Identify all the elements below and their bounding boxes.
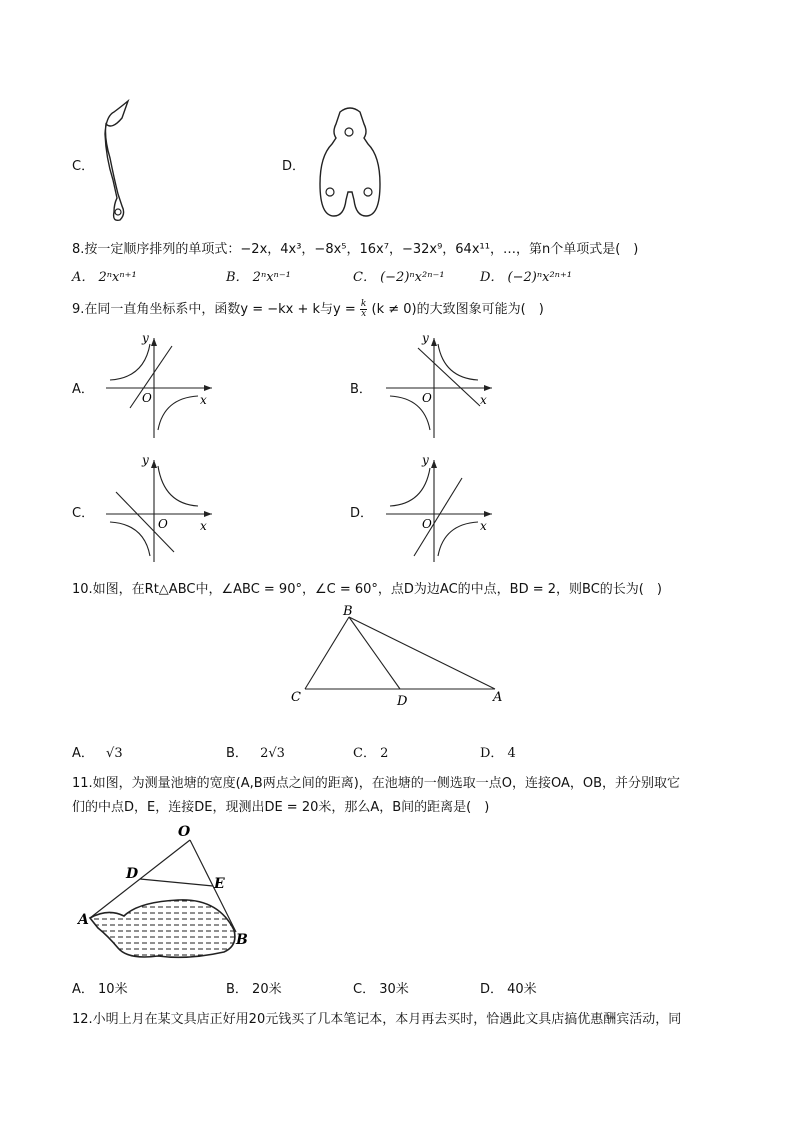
q10-option-c[interactable]: C． 2: [353, 746, 389, 761]
q9-graph-c[interactable]: [100, 452, 215, 564]
q9-d-origin: O: [422, 517, 432, 531]
q9-a-origin: O: [142, 391, 152, 405]
q8-option-c[interactable]: C． (−2)ⁿx²ⁿ⁻¹: [353, 270, 445, 285]
q9-fraction-den: x: [361, 309, 367, 319]
q11-option-b[interactable]: B． 20米: [226, 982, 282, 997]
q11-stem-line2: 们的中点D，E，连接DE，现测出DE = 20米，那么A，B间的距离是( ): [72, 800, 490, 815]
q9-fraction: [360, 300, 367, 319]
q11-option-c[interactable]: C． 30米: [353, 982, 409, 997]
q9-b-y-label: y: [422, 331, 429, 345]
q10-point-d: D: [397, 694, 408, 709]
q9-stem-part1: 9.在同一直角坐标系中，函数y = −kx + k与y =: [72, 302, 360, 317]
q9-d-x-label: x: [480, 519, 487, 533]
q9-graph-d[interactable]: [380, 452, 495, 564]
q10-option-d[interactable]: D． 4: [480, 746, 516, 761]
q9-b-x-label: x: [480, 393, 487, 407]
q11-point-b: B: [236, 932, 248, 948]
figurine-shape-figure: [318, 104, 383, 222]
q10-point-b: B: [343, 604, 353, 619]
q9-c-x-label: x: [200, 519, 207, 533]
q11-point-o: O: [178, 824, 191, 840]
q9-stem-part2: (k ≠ 0)的大致图象可能为( ): [371, 302, 544, 317]
q9-graph-a[interactable]: [100, 330, 215, 440]
q9-option-d-label[interactable]: D．: [350, 506, 374, 521]
q9-fraction-num: k: [360, 299, 367, 309]
q10-stem: 10.如图，在Rt△ABC中，∠ABC = 90°，∠C = 60°，点D为边AC的中点，BD = 2，则BC的长为( ): [72, 582, 662, 597]
q9-option-a-label[interactable]: A．: [72, 382, 94, 397]
q9-graph-b[interactable]: [380, 330, 495, 440]
q10-point-c: C: [291, 690, 301, 705]
q11-pond-figure: [78, 820, 258, 965]
q8-option-b[interactable]: B． 2ⁿxⁿ⁻¹: [226, 270, 291, 285]
q9-c-origin: O: [158, 517, 168, 531]
q9-option-b-label[interactable]: B．: [350, 382, 372, 397]
q11-option-d[interactable]: D． 40米: [480, 982, 537, 997]
q10-option-a-label: A．: [72, 746, 94, 761]
q12-stem-line1: 12.小明上月在某文具店正好用20元钱买了几本笔记本，本月再去买时，恰遇此文具店搞优惠酬宾活动，同: [72, 1012, 682, 1027]
q11-point-d: D: [126, 866, 139, 882]
q9-option-c-label[interactable]: C．: [72, 506, 95, 521]
q10-option-b[interactable]: [226, 742, 285, 761]
q11-option-a[interactable]: A． 10米: [72, 982, 128, 997]
knife-shape-figure: [100, 98, 140, 223]
q9-b-origin: O: [422, 391, 432, 405]
q11-point-e: E: [214, 876, 225, 892]
q10-option-a-value: √3: [106, 746, 123, 761]
q10-option-b-label: B．: [226, 746, 248, 761]
q10-option-a[interactable]: [72, 742, 123, 761]
q10-triangle-figure: [285, 604, 510, 709]
q9-a-y-label: y: [142, 331, 149, 345]
q11-stem-line1: 11.如图，为测量池塘的宽度(A,B两点之间的距离)，在池塘的一侧选取一点O，连接OA，OB，并分别取它: [72, 776, 681, 791]
q10-point-a: A: [493, 690, 503, 705]
q7-option-c-label: C．: [72, 159, 95, 174]
q7-option-d-label: D．: [282, 159, 306, 174]
q10-option-b-coef: 2: [260, 746, 269, 761]
q10-option-b-radical: √3: [268, 746, 285, 761]
q11-point-a: A: [78, 912, 89, 928]
q8-option-d[interactable]: D． (−2)ⁿx²ⁿ⁺¹: [480, 270, 573, 285]
q8-option-a[interactable]: A． 2ⁿxⁿ⁺¹: [72, 270, 137, 285]
q9-c-y-label: y: [142, 453, 149, 467]
q9-stem: [72, 298, 544, 319]
q8-stem: 8.按一定顺序排列的单项式：−2x，4x³，−8x⁵，16x⁷，−32x⁹，64x¹¹，…，第n个单项式是( ): [72, 242, 639, 257]
q9-a-x-label: x: [200, 393, 207, 407]
q9-d-y-label: y: [422, 453, 429, 467]
